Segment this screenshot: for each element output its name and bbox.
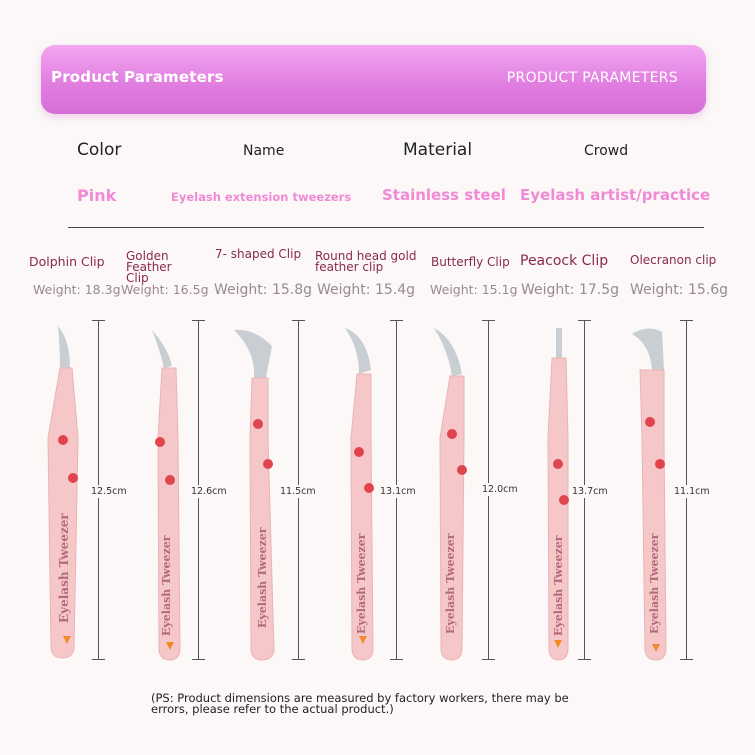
- strawberry-icon: [68, 473, 78, 483]
- tweezer-golden-feather-clip-image: [146, 318, 196, 663]
- strawberry-icon: [165, 475, 175, 485]
- tweezer-name: 7- shaped Clip: [215, 247, 302, 261]
- header-name: Name: [243, 143, 285, 159]
- strawberry-icon: [364, 483, 374, 493]
- tweezer-dolphin-clip-image: [38, 318, 88, 663]
- strawberry-icon: [553, 459, 563, 469]
- tweezer-name: Golden Feather Clip: [126, 249, 172, 285]
- value-material: Stainless steel: [382, 186, 506, 204]
- tweezer-weight: Weight: 15.1g: [430, 282, 518, 297]
- strawberry-icon: [263, 459, 273, 469]
- tweezer-olecranon-clip-image: [628, 318, 678, 663]
- tweezer-weight: Weight: 18.3g: [33, 282, 121, 297]
- tweezer-length: 12.6cm: [191, 486, 227, 497]
- strawberry-icon: [155, 437, 165, 447]
- tweezer-seven-shaped-clip-image: [228, 318, 283, 663]
- tweezer-weight: Weight: 15.4g: [317, 282, 415, 298]
- tweezer-weight: Weight: 16.5g: [121, 282, 209, 297]
- tweezer-length: 11.1cm: [674, 486, 710, 497]
- tweezer-name: Butterfly Clip: [431, 255, 510, 269]
- parameters-banner: [41, 45, 706, 114]
- tweezer-brand-text: Eyelash Tweezer: [552, 535, 565, 636]
- tweezer-length: 13.7cm: [572, 486, 608, 497]
- banner-title: Product Parameters: [51, 68, 224, 86]
- tweezer-butterfly-clip-image: [428, 318, 478, 663]
- tweezer-name: Dolphin Clip: [29, 254, 105, 269]
- value-name: Eyelash extension tweezers: [171, 190, 352, 204]
- strawberry-icon: [655, 459, 665, 469]
- banner-title-caps: PRODUCT PARAMETERS: [506, 70, 678, 86]
- tweezer-brand-text: Eyelash Tweezer: [57, 513, 71, 623]
- tweezer-name: Peacock Clip: [520, 253, 609, 269]
- tweezer-brand-text: Eyelash Tweezer: [160, 535, 173, 636]
- strawberry-icon: [559, 495, 569, 505]
- tweezer-length: 11.5cm: [280, 486, 316, 497]
- tweezer-brand-text: Eyelash Tweezer: [648, 533, 661, 634]
- value-color: Pink: [77, 186, 117, 205]
- tweezer-brand-text: Eyelash Tweezer: [256, 527, 269, 628]
- strawberry-icon: [354, 447, 364, 457]
- strawberry-icon: [645, 417, 655, 427]
- tweezer-name: Round head gold feather clip: [315, 249, 417, 274]
- strawberry-icon: [457, 465, 467, 475]
- header-color: Color: [77, 140, 122, 160]
- tweezer-brand-text: Eyelash Tweezer: [444, 533, 457, 634]
- tweezer-length: 12.5cm: [91, 486, 127, 497]
- divider: [68, 227, 704, 228]
- strawberry-icon: [447, 429, 457, 439]
- tweezer-length: 13.1cm: [380, 486, 416, 497]
- tweezer-weight: Weight: 17.5g: [521, 282, 619, 298]
- tweezer-weight: Weight: 15.8g: [214, 282, 312, 298]
- tweezer-length: 12.0cm: [482, 484, 518, 495]
- tweezer-brand-text: Eyelash Tweezer: [355, 533, 368, 634]
- tweezer-weight: Weight: 15.6g: [630, 282, 728, 298]
- strawberry-icon: [58, 435, 68, 445]
- tweezer-name: Olecranon clip: [630, 253, 717, 267]
- header-crowd: Crowd: [584, 143, 629, 159]
- value-crowd: Eyelash artist/practice: [520, 186, 711, 204]
- dimensions-note: (PS: Product dimensions are measured by factory workers, there may be errors, please refer to the actual product.): [151, 691, 569, 716]
- header-material: Material: [403, 140, 473, 160]
- strawberry-icon: [253, 419, 263, 429]
